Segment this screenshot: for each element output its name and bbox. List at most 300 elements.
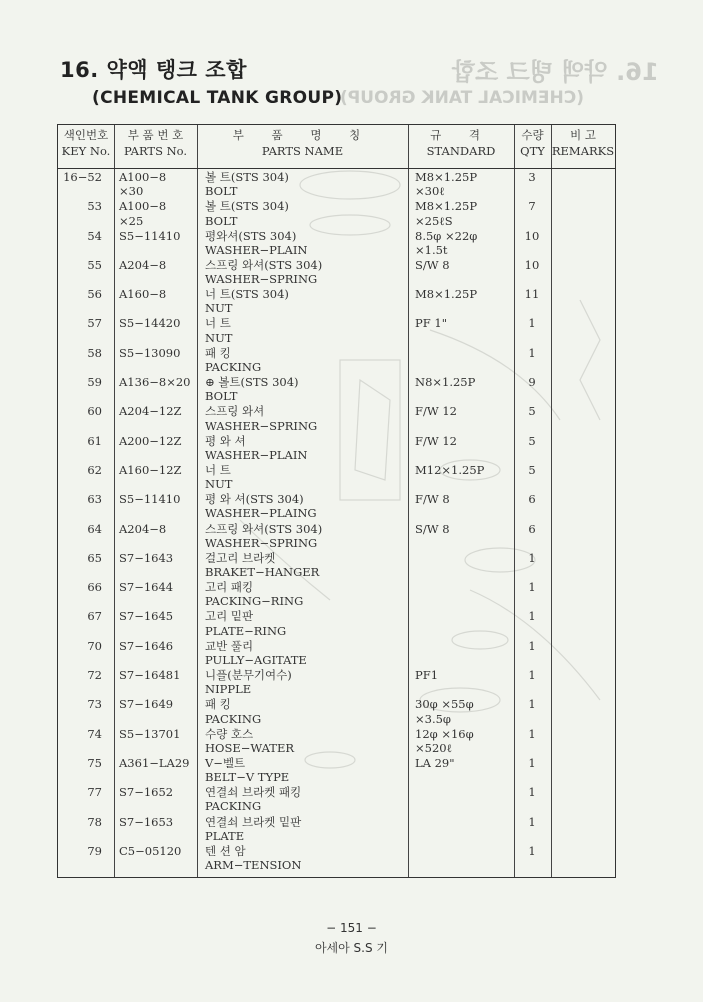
row-qty-line1: 9 (528, 375, 536, 390)
parts-table (57, 124, 616, 878)
publisher: 아세아 S.S 기 (314, 941, 389, 955)
row-standard-line1: F/W 12 (415, 433, 457, 448)
row-qty (509, 170, 555, 184)
row-qty (509, 609, 555, 623)
column-header-parts-no-en: PARTS No. (123, 144, 188, 158)
row-qty-line1: 6 (528, 521, 536, 536)
row-part-name-line1: 연결쇠 브라켓 패킹 (205, 785, 302, 800)
row-qty (509, 522, 555, 536)
row-part-name-line1: 교반 풀리 (205, 638, 254, 653)
row-part-name-line2: NIPPLE (205, 682, 252, 697)
table-body (58, 170, 615, 873)
row-part-name-line2: BRAKET−HANGER (205, 565, 320, 580)
row-qty-line1: 1 (528, 550, 536, 565)
row-part-no (119, 551, 173, 565)
row-qty (509, 551, 555, 565)
row-part-name-line1: 패 킹 (205, 345, 231, 360)
row-key (58, 199, 102, 213)
table-row (58, 756, 615, 785)
row-part-name-line1: 걸고리 브라켓 (205, 550, 276, 565)
row-standard (415, 404, 457, 418)
row-part-name-line1: 너 트(STS 304) (205, 287, 289, 302)
row-key (58, 815, 102, 829)
row-standard-line1: N8×1.25P (415, 375, 476, 390)
row-part-name-line1: ⊕ 볼트(STS 304) (205, 375, 299, 390)
row-standard-line1: M8×1.25P (415, 287, 478, 302)
row-qty (509, 434, 555, 448)
row-qty-line1: 5 (528, 404, 536, 419)
row-part-name-line2: WASHER−PLAIN (205, 447, 308, 462)
table-row (58, 639, 615, 668)
row-part-name-line2: NUT (205, 477, 233, 492)
row-part-no-line1: S7−1649 (119, 697, 174, 712)
row-part-name-line2: BOLT (205, 184, 238, 199)
row-part-no-line1: A204−8 (119, 257, 167, 272)
row-part-name (205, 170, 289, 198)
row-part-no (119, 434, 182, 448)
column-header-parts-no (114, 127, 197, 167)
row-part-no (119, 844, 181, 858)
row-key-line1: 62 (87, 462, 102, 477)
row-key-line1: 79 (87, 843, 102, 858)
table-row (58, 404, 615, 433)
row-qty (509, 815, 555, 829)
row-qty-line1: 10 (524, 228, 540, 243)
row-qty (509, 639, 555, 653)
row-part-name (205, 785, 301, 813)
row-part-no-line1: S7−1653 (119, 814, 174, 829)
row-part-name (205, 551, 319, 579)
row-qty (509, 492, 555, 506)
row-part-no-line1: S7−1646 (119, 638, 174, 653)
table-row (58, 815, 615, 844)
row-part-no (119, 404, 182, 418)
row-part-no (119, 697, 173, 711)
row-key (58, 522, 102, 536)
row-qty-line1: 1 (528, 697, 536, 712)
table-row (58, 199, 615, 228)
row-qty-line1: 1 (528, 755, 536, 770)
row-part-name (205, 697, 261, 725)
row-qty (509, 785, 555, 799)
row-key (58, 229, 102, 243)
row-part-name-line1: 볼 트(STS 304) (205, 170, 289, 184)
row-qty (509, 697, 555, 711)
row-standard-line1: LA 29" (415, 755, 455, 770)
row-part-name (205, 346, 261, 374)
row-part-no (119, 199, 166, 227)
row-standard-line1: 12φ ×16φ (415, 726, 474, 741)
row-part-no (119, 785, 173, 799)
row-key (58, 463, 102, 477)
row-standard (415, 258, 450, 272)
row-standard (415, 727, 474, 755)
row-key (58, 316, 102, 330)
row-key (58, 785, 102, 799)
column-header-parts-no-ko: 부 품 번 호 (127, 128, 184, 142)
table-row (58, 727, 615, 756)
row-standard-line1: M12×1.25P (415, 462, 485, 477)
column-header-standard-en: STANDARD (426, 144, 496, 158)
row-qty-line1: 1 (528, 609, 536, 624)
row-key-line1: 77 (87, 785, 102, 800)
row-part-no (119, 346, 180, 360)
row-part-name-line1: 텐 션 암 (205, 843, 246, 858)
table-row (58, 668, 615, 697)
row-part-name-line2: PACKING (205, 799, 262, 814)
row-part-name-line1: 고리 패킹 (205, 580, 254, 595)
row-qty-line1: 1 (528, 345, 536, 360)
table-row (58, 609, 615, 638)
column-header-remarks-en: REMARKS (551, 144, 615, 158)
row-qty (509, 727, 555, 741)
row-qty-line1: 1 (528, 814, 536, 829)
row-standard-line1: PF1 (415, 668, 439, 683)
row-standard-line2: ×30ℓ (415, 184, 445, 199)
row-part-no-line1: A160−8 (119, 287, 167, 302)
row-part-name-line2: NUT (205, 330, 233, 345)
row-key-line1: 60 (87, 404, 102, 419)
row-key (58, 170, 102, 184)
row-part-no (119, 609, 173, 623)
row-key-line1: 73 (87, 697, 102, 712)
row-key-line1: 61 (87, 433, 102, 448)
table-row (58, 316, 615, 345)
row-part-name (205, 258, 322, 286)
row-standard (415, 492, 450, 506)
row-standard-line2: ×3.5φ (415, 711, 451, 726)
row-qty (509, 229, 555, 243)
column-header-parts-name-en: PARTS NAME (261, 144, 344, 158)
row-part-name-line2: WASHER−PLAING (205, 506, 317, 521)
table-row (58, 463, 615, 492)
row-part-no-line1: A100−8 (119, 170, 167, 184)
row-part-no (119, 170, 166, 198)
row-part-no-line1: A100−8 (119, 199, 167, 214)
row-part-name-line2: PACKING−RING (205, 594, 304, 609)
row-qty-line1: 1 (528, 580, 536, 595)
row-key (58, 258, 102, 272)
row-part-no-line1: A361−LA29 (119, 755, 190, 770)
row-key (58, 756, 102, 770)
row-part-no (119, 229, 180, 243)
row-part-no (119, 727, 180, 741)
column-header-remarks-ko: 비 고 (570, 128, 596, 142)
row-key-line1: 65 (87, 550, 102, 565)
table-row (58, 551, 615, 580)
row-qty (509, 375, 555, 389)
row-key-line1: 74 (87, 726, 102, 741)
row-qty-line1: 1 (528, 668, 536, 683)
column-header-key-ko: 색인번호 (63, 128, 109, 142)
row-qty-line1: 5 (528, 462, 536, 477)
column-header-remarks (551, 127, 615, 167)
row-key-line1: 56 (87, 287, 102, 302)
page-title: 16. 약액 탱크 조합 (60, 58, 247, 82)
row-qty-line1: 5 (528, 433, 536, 448)
row-key-line1: 53 (87, 199, 102, 214)
row-part-no (119, 258, 166, 272)
row-qty-line1: 11 (524, 287, 540, 302)
row-part-no-line2: ×30 (119, 184, 144, 199)
row-part-name-line2: WASHER−SPRING (205, 272, 318, 287)
row-qty (509, 668, 555, 682)
row-part-no (119, 522, 166, 536)
row-qty (509, 199, 555, 213)
row-key-line1: 67 (87, 609, 102, 624)
column-header-qty-en: QTY (520, 144, 545, 158)
row-key-line1: 58 (87, 345, 102, 360)
row-qty (509, 346, 555, 360)
row-part-no-line1: S7−1645 (119, 609, 174, 624)
column-header-key (58, 127, 114, 167)
row-part-name (205, 492, 317, 520)
row-part-name-line2: HOSE−WATER (205, 740, 295, 755)
table-row (58, 287, 615, 316)
row-part-name (205, 199, 289, 227)
row-part-name-line2: PLATE−RING (205, 623, 287, 638)
row-key-line1: 72 (87, 668, 102, 683)
row-part-name-line1: 평 와 셔 (205, 433, 246, 448)
row-part-name (205, 463, 232, 491)
row-part-name (205, 404, 317, 432)
row-standard-line1: F/W 8 (415, 492, 450, 507)
row-key (58, 580, 102, 594)
table-row (58, 492, 615, 521)
row-standard-line1: 30φ ×55φ (415, 697, 474, 712)
table-row (58, 434, 615, 463)
row-key-line1: 54 (87, 228, 102, 243)
row-qty (509, 580, 555, 594)
row-part-no-line1: S7−1643 (119, 550, 174, 565)
row-part-name-line2: PULLY−AGITATE (205, 652, 307, 667)
row-key-line1: 57 (87, 316, 102, 331)
column-header-qty (514, 127, 551, 167)
row-part-no (119, 668, 180, 682)
column-header-standard (408, 127, 514, 167)
row-part-name-line1: 평와셔(STS 304) (205, 228, 297, 243)
row-qty (509, 756, 555, 770)
row-standard (415, 170, 477, 198)
column-header-qty-ko: 수량 (521, 128, 544, 142)
row-qty-line1: 1 (528, 638, 536, 653)
table-row (58, 785, 615, 814)
table-row (58, 375, 615, 404)
row-key (58, 551, 102, 565)
row-key (58, 346, 102, 360)
row-part-no-line1: C5−05120 (119, 843, 182, 858)
row-standard-line1: S/W 8 (415, 257, 450, 272)
row-key (58, 668, 102, 682)
row-part-name (205, 229, 307, 257)
table-row (58, 522, 615, 551)
row-part-no-line2: ×25 (119, 213, 144, 228)
row-standard (415, 199, 477, 227)
page-number: − 151 − (326, 921, 377, 935)
row-standard-line1: M8×1.25P (415, 170, 478, 184)
row-part-name-line2: NUT (205, 301, 233, 316)
row-part-name (205, 609, 286, 637)
row-key (58, 287, 102, 301)
row-part-name-line1: 스프링 와셔(STS 304) (205, 521, 323, 536)
row-part-name (205, 844, 301, 872)
row-standard (415, 463, 484, 477)
row-standard (415, 522, 450, 536)
row-standard-line2: ×1.5t (415, 242, 448, 257)
row-part-no-line1: S7−1652 (119, 785, 174, 800)
row-part-name (205, 727, 294, 755)
row-key-line1: 66 (87, 580, 102, 595)
row-standard (415, 287, 477, 301)
row-standard (415, 375, 475, 389)
row-key-line1: 16−52 (63, 170, 102, 184)
row-part-name-line2: ARM−TENSION (205, 858, 302, 873)
column-header-parts-name-ko: 부 품 명 칭 (232, 128, 373, 142)
row-standard-line1: PF 1" (415, 316, 447, 331)
table-row (58, 844, 615, 873)
row-part-no-line1: A204−12Z (119, 404, 182, 419)
row-qty-line1: 6 (528, 492, 536, 507)
row-part-name-line1: 평 와 셔(STS 304) (205, 492, 304, 507)
row-part-name (205, 287, 289, 315)
row-qty-line1: 1 (528, 726, 536, 741)
row-part-no-line1: A160−12Z (119, 462, 182, 477)
column-header-key-en: KEY No. (61, 144, 111, 158)
column-header-parts-name (197, 127, 408, 167)
row-standard-line1: S/W 8 (415, 521, 450, 536)
row-part-no-line1: S7−16481 (119, 668, 181, 683)
row-key (58, 697, 102, 711)
row-part-no (119, 287, 166, 301)
ghost-title-ko: 16. 약액 탱크 조합 (452, 58, 659, 86)
row-qty-line1: 3 (528, 170, 536, 184)
row-key (58, 639, 102, 653)
row-key-line1: 75 (87, 755, 102, 770)
row-part-name-line2: PACKING (205, 711, 262, 726)
row-part-no-line1: A136−8×20 (119, 375, 191, 390)
row-key-line1: 78 (87, 814, 102, 829)
table-row (58, 697, 615, 726)
row-key-line1: 55 (87, 257, 102, 272)
row-part-no (119, 375, 190, 389)
row-qty (509, 404, 555, 418)
row-part-no-line1: S5−11410 (119, 492, 181, 507)
row-qty-line1: 7 (528, 199, 536, 214)
table-row (58, 170, 615, 199)
row-part-no-line1: S7−1644 (119, 580, 174, 595)
row-standard-line2: ×25ℓS (415, 213, 453, 228)
row-part-name (205, 522, 322, 550)
row-part-name-line2: PACKING (205, 359, 262, 374)
row-qty-line1: 1 (528, 843, 536, 858)
row-part-no-line1: A204−8 (119, 521, 167, 536)
table-row (58, 346, 615, 375)
row-part-no (119, 580, 173, 594)
row-part-name (205, 434, 307, 462)
row-key-line1: 63 (87, 492, 102, 507)
row-key-line1: 70 (87, 638, 102, 653)
row-part-no (119, 316, 180, 330)
row-standard-line1: F/W 12 (415, 404, 457, 419)
row-part-name-line1: V−벨트 (205, 755, 246, 770)
row-standard (415, 668, 438, 682)
row-standard (415, 756, 455, 770)
row-part-no-line1: S5−13701 (119, 726, 181, 741)
column-header-standard-ko: 규 격 (430, 128, 492, 142)
row-part-name-line1: 연결쇠 브라켓 밑판 (205, 814, 302, 829)
row-part-name (205, 756, 289, 784)
row-key (58, 404, 102, 418)
row-key (58, 844, 102, 858)
row-key-line1: 59 (87, 375, 102, 390)
row-part-no (119, 756, 189, 770)
row-qty-line1: 10 (524, 257, 540, 272)
row-part-name (205, 316, 232, 344)
row-key-line1: 64 (87, 521, 102, 536)
row-part-no-line1: S5−13090 (119, 345, 181, 360)
row-standard-line1: M8×1.25P (415, 199, 478, 214)
table-row (58, 229, 615, 258)
row-part-name-line1: 고리 밑판 (205, 609, 254, 624)
row-standard (415, 316, 447, 330)
row-part-name-line2: BOLT (205, 389, 238, 404)
row-part-name-line2: WASHER−SPRING (205, 418, 318, 433)
row-part-name (205, 375, 299, 403)
row-part-name-line1: 수량 호스 (205, 726, 254, 741)
row-part-name-line1: 너 트 (205, 316, 231, 331)
row-part-no-line1: S5−14420 (119, 316, 181, 331)
row-part-name-line1: 니플(분무기여수) (205, 668, 292, 683)
row-part-name (205, 639, 307, 667)
row-part-name-line2: WASHER−SPRING (205, 535, 318, 550)
row-part-name (205, 815, 301, 843)
row-qty (509, 316, 555, 330)
row-qty (509, 463, 555, 477)
page-subtitle: (CHEMICAL TANK GROUP) (92, 88, 343, 108)
row-part-no (119, 492, 180, 506)
row-part-name-line1: 패 킹 (205, 697, 231, 712)
row-standard (415, 697, 474, 725)
row-key (58, 434, 102, 448)
row-standard (415, 434, 457, 448)
row-key (58, 727, 102, 741)
row-key (58, 492, 102, 506)
row-key (58, 609, 102, 623)
table-row (58, 580, 615, 609)
row-standard-line2: ×520ℓ (415, 740, 453, 755)
row-part-name-line2: BELT−V TYPE (205, 770, 290, 785)
row-key (58, 375, 102, 389)
row-part-no (119, 815, 173, 829)
row-qty-line1: 1 (528, 316, 536, 331)
row-part-name-line2: PLATE (205, 828, 245, 843)
row-part-no-line1: A200−12Z (119, 433, 182, 448)
row-part-name-line1: 스프링 와셔(STS 304) (205, 257, 323, 272)
ghost-title-en: (CHEMICAL TANK GROUP) (340, 88, 584, 108)
row-part-name-line1: 너 트 (205, 462, 231, 477)
header-divider (58, 168, 615, 169)
row-part-no-line1: S5−11410 (119, 228, 181, 243)
row-part-name (205, 668, 292, 696)
row-part-name-line2: WASHER−PLAIN (205, 242, 308, 257)
row-part-name-line1: 볼 트(STS 304) (205, 199, 289, 214)
row-part-no (119, 463, 182, 477)
row-qty-line1: 1 (528, 785, 536, 800)
row-part-no (119, 639, 173, 653)
row-standard-line1: 8.5φ ×22φ (415, 228, 478, 243)
row-part-name-line2: BOLT (205, 213, 238, 228)
table-row (58, 258, 615, 287)
